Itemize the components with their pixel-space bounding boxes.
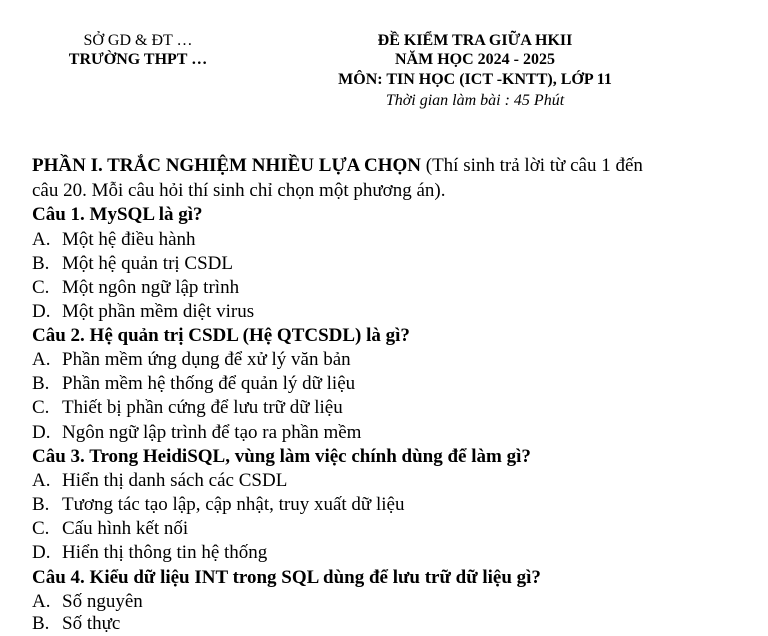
- option-letter: C.: [32, 518, 50, 539]
- time-limit: Thời gian làm bài : 45 Phút: [385, 92, 565, 109]
- school-name: TRƯỜNG THPT …: [68, 51, 208, 68]
- answer-option: [32, 348, 351, 372]
- answer-option: [32, 541, 267, 565]
- option-text: Một hệ quản trị CSDL: [62, 253, 233, 274]
- school-year: NĂM HỌC 2024 - 2025: [395, 51, 555, 68]
- option-text: Hiển thị danh sách các CSDL: [62, 470, 288, 491]
- answer-option: [32, 421, 361, 445]
- exam-title: ĐỀ KIỂM TRA GIỮA HKII: [377, 32, 573, 49]
- section-instruction-start: (Thí sinh trả lời từ câu 1 đến: [421, 155, 643, 176]
- option-letter: B.: [32, 494, 50, 515]
- option-text: Một ngôn ngữ lập trình: [62, 277, 240, 298]
- option-letter: D.: [32, 422, 51, 443]
- section-heading: [32, 154, 643, 178]
- option-letter: A.: [32, 591, 51, 612]
- option-text: Phần mềm hệ thống để quản lý dữ liệu: [62, 373, 356, 394]
- answer-option: [32, 396, 343, 420]
- option-letter: B.: [32, 373, 50, 394]
- option-text: Một hệ điều hành: [62, 229, 196, 250]
- option-letter: A.: [32, 470, 51, 491]
- section-instruction: câu 20. Mỗi câu hỏi thí sinh chỉ chọn một phương án).: [32, 180, 446, 201]
- question-title: Câu 3. Trong HeidiSQL, vùng làm việc chính dùng để làm gì?: [32, 446, 531, 467]
- option-text: Một phần mềm diệt virus: [62, 301, 255, 322]
- section-title: PHẦN I. TRẮC NGHIỆM NHIỀU LỰA CHỌN: [32, 155, 421, 176]
- option-text: Ngôn ngữ lập trình để tạo ra phần mềm: [62, 422, 362, 443]
- option-text: Số nguyên: [62, 591, 143, 612]
- option-text: Phần mềm ứng dụng để xử lý văn bản: [62, 349, 351, 370]
- answer-option: [32, 493, 404, 517]
- option-text: Hiển thị thông tin hệ thống: [62, 542, 268, 563]
- option-letter: C.: [32, 397, 50, 418]
- option-letter: A.: [32, 349, 51, 370]
- option-letter: C.: [32, 277, 50, 298]
- answer-option: [32, 300, 254, 324]
- answer-option: [32, 252, 233, 276]
- option-text: Cấu hình kết nối: [62, 518, 189, 539]
- answer-option: [32, 469, 287, 493]
- answer-option: [32, 612, 120, 636]
- answer-option: [32, 276, 239, 300]
- option-letter: A.: [32, 229, 51, 250]
- answer-option: [32, 228, 196, 252]
- option-letter: B.: [32, 613, 50, 634]
- subject-line: MÔN: TIN HỌC (ICT -KNTT), LỚP 11: [338, 71, 612, 88]
- answer-option: [32, 590, 143, 614]
- answer-option: [32, 517, 188, 541]
- option-letter: D.: [32, 542, 51, 563]
- option-letter: D.: [32, 301, 51, 322]
- answer-option: [32, 372, 355, 396]
- option-text: Số thực: [62, 613, 121, 634]
- option-text: Tương tác tạo lập, cập nhật, truy xuất dữ liệu: [62, 494, 405, 515]
- option-letter: B.: [32, 253, 50, 274]
- question-title: Câu 1. MySQL là gì?: [32, 204, 203, 225]
- question-title: Câu 2. Hệ quản trị CSDL (Hệ QTCSDL) là gì?: [32, 325, 410, 346]
- question-title: Câu 4. Kiểu dữ liệu INT trong SQL dùng để lưu trữ dữ liệu gì?: [32, 567, 541, 588]
- option-text: Thiết bị phần cứng để lưu trữ dữ liệu: [62, 397, 343, 418]
- department-name: SỞ GD & ĐT …: [83, 32, 193, 49]
